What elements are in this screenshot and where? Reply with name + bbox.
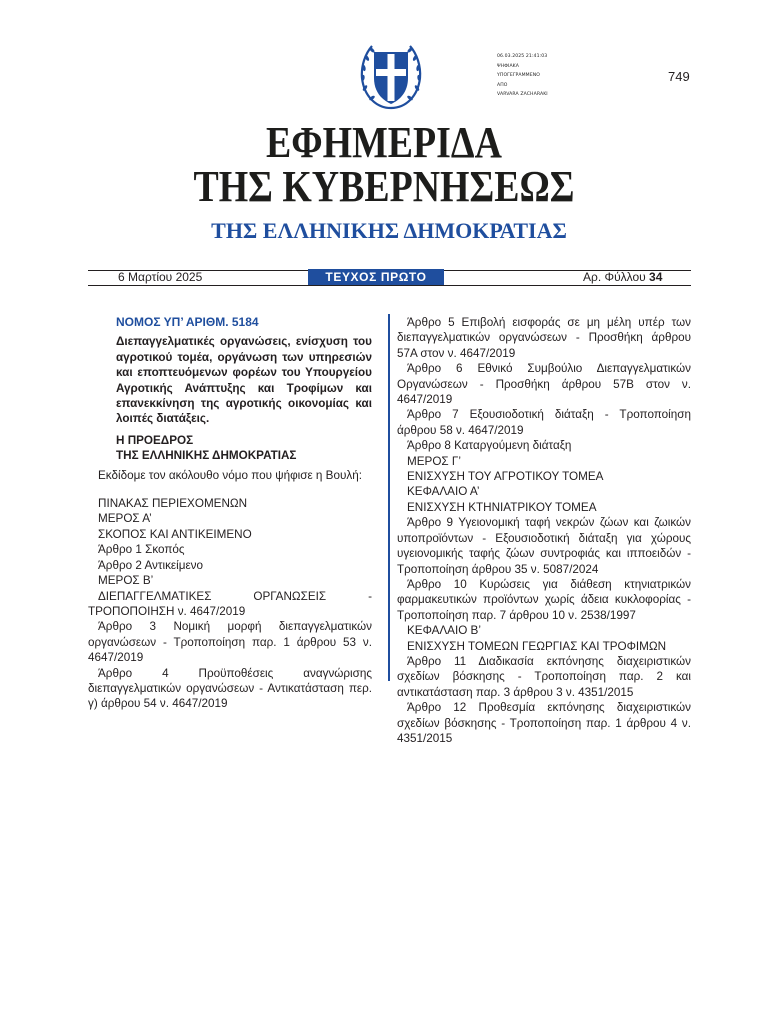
signature-timestamp: 06.03.2025 21:41:03 xyxy=(497,54,548,59)
toc-article-4: Άρθρο 4 Προϋποθέσεις αναγνώρισης διεπαγγελματικών οργανώσεων - Αντικατάσταση περ. γ) άρθρου 54 ν. 4647/2019 xyxy=(88,666,372,711)
toc-article-7: Άρθρο 7 Εξουσιοδοτική διάταξη - Τροποποίηση άρθρου 58 ν. 4647/2019 xyxy=(397,408,691,437)
toc-article-3: Άρθρο 3 Νομική μορφή διεπαγγελματικών οργανώσεων - Τροποποίηση παρ. 1 άρθρου 53 ν. 4647/2019 xyxy=(88,620,372,665)
issue-sheet-value: 34 xyxy=(649,270,663,284)
enactment-formula: Εκδίδομε τον ακόλουθο νόμο που ψήφισε η Βουλή: xyxy=(98,468,362,482)
issue-date: 6 Μαρτίου 2025 xyxy=(118,270,203,284)
signature-line: ΥΠΟΓΕΓΡΑΜΜΕΝΟ xyxy=(497,73,540,79)
right-column xyxy=(397,315,691,746)
left-column xyxy=(88,315,372,712)
toc-heading: ΠΙΝΑΚΑΣ ΠΕΡΙΕΧΟΜΕΝΩΝ xyxy=(98,497,248,511)
issue-series-badge: ΤΕΥΧΟΣ ΠΡΩΤΟ xyxy=(308,269,444,286)
toc-article-11: Άρθρο 11 Διαδικασία εκπόνησης διαχειριστικών σχεδίων βόσκησης - Τροποποίηση παρ. 2 και αντικατάσταση παρ. 3 άρθρου 3 ν. 4351/2015 xyxy=(397,654,691,699)
digital-signature-stamp xyxy=(497,52,548,100)
toc-part-heading: ΜΕΡΟΣ Α’ xyxy=(98,512,152,526)
greek-coat-of-arms-icon xyxy=(356,38,426,114)
signature-line: ΑΠΟ xyxy=(497,82,508,88)
toc-part-heading: ΜΕΡΟΣ Β’ xyxy=(98,574,154,588)
law-title: Διεπαγγελματικές οργανώσεις, ενίσχυση του αγροτικού τομέα, οργάνωση των υπηρεσιών και εποπτευόμενων φορέων του Υπουργείου Αγροτικής Ανάπτυξης και Τροφίμων και επανεκκίνηση της αγροτικής οικονομίας και λοιπές διατάξεις. xyxy=(116,335,372,426)
masthead-republic: ΤΗΣ ΕΛΛΗΝΙΚΗΣ ΔΗΜΟΚΡΑΤΙΑΣ xyxy=(211,218,567,243)
president-heading-line-2: ΤΗΣ ΕΛΛΗΝΙΚΗΣ ΔΗΜΟΚΡΑΤΙΑΣ xyxy=(116,449,297,463)
president-heading-line-1: Η ΠΡΟΕΔΡΟΣ xyxy=(116,433,194,447)
issue-sheet-label: Αρ. Φύλλου xyxy=(583,270,646,284)
toc-article-9: Άρθρο 9 Υγειονομική ταφή νεκρών ζώων και ζωικών υποπροϊόντων - Εξουσιοδοτική διάταξη για χώρους υγειονομικής ταφής ζώων συντροφιάς και ιπποειδών - Τροποποίηση άρθρου 35 ν. 5087/2024 xyxy=(397,516,691,576)
law-number: ΝΟΜΟΣ ΥΠ’ ΑΡΙΘΜ. 5184 xyxy=(116,315,259,329)
toc-part-title: ΕΝΙΣΧΥΣΗ ΤΟΥ ΑΓΡΟΤΙΚΟΥ ΤΟΜΕΑ xyxy=(407,470,604,484)
toc-article-12: Άρθρο 12 Προθεσμία εκπόνησης διαχειριστικών σχεδίων βόσκησης - Τροποποίηση παρ. 1 άρθρου 4 ν. 4351/2015 xyxy=(397,701,691,745)
toc-chapter-heading: ΚΕΦΑΛΑΙΟ Α’ xyxy=(407,485,480,499)
toc-article-8: Άρθρο 8 Καταργούμενη διάταξη xyxy=(407,439,572,453)
toc-article-5: Άρθρο 5 Επιβολή εισφοράς σε μη μέλη υπέρ των διεπαγγελματικών οργανώσεων - Προσθήκη άρθρου 57Α στον ν. 4647/2019 xyxy=(397,316,691,360)
toc-article-1: Άρθρο 1 Σκοπός xyxy=(98,543,185,557)
toc-article-2: Άρθρο 2 Αντικείμενο xyxy=(98,558,204,572)
page-number: 749 xyxy=(668,69,690,84)
column-divider xyxy=(388,314,390,681)
masthead-title-line-2: ΤΗΣ ΚΥΒΕΡΝΗΣΕΩΣ xyxy=(193,162,575,211)
toc-chapter-title: ΕΝΙΣΧΥΣΗ ΚΤΗΝΙΑΤΡΙΚΟΥ ΤΟΜΕΑ xyxy=(407,500,597,514)
toc-chapter-heading: ΚΕΦΑΛΑΙΟ Β’ xyxy=(407,624,481,638)
issue-sheet-number xyxy=(583,270,662,285)
toc-article-10: Άρθρο 10 Κυρώσεις για διάθεση κτηνιατρικών φαρμακευτικών προϊόντων χωρίς άδεια κυκλοφορίας - Τροποποίηση παρ. 7 άρθρου 10 ν. 2538/1997 xyxy=(397,577,691,622)
toc-part-title: ΣΚΟΠΟΣ ΚΑΙ ΑΝΤΙΚΕΙΜΕΝΟ xyxy=(98,527,252,541)
signature-signer: VARVARA ZACHARAKI xyxy=(497,92,548,98)
toc-part-heading: ΜΕΡΟΣ Γ’ xyxy=(407,454,461,468)
toc-chapter-title: ΕΝΙΣΧΥΣΗ ΤΟΜΕΩΝ ΓΕΩΡΓΙΑΣ ΚΑΙ ΤΡΟΦΙΜΩΝ xyxy=(407,639,667,653)
signature-line: ΨΗΦΙΑΚΑ xyxy=(497,63,520,69)
issue-bar-bottom-rule xyxy=(88,285,691,286)
masthead-title-line-1: ΕΦΗΜΕΡΙΔΑ xyxy=(266,118,502,167)
toc-part-title: ΔΙΕΠΑΓΓΕΛΜΑΤΙΚΕΣ ΟΡΓΑΝΩΣΕΙΣ - ΤΡΟΠΟΠΟΙΗΣΗ ν. 4647/2019 xyxy=(88,589,372,618)
toc-article-6: Άρθρο 6 Εθνικό Συμβούλιο Διεπαγγελματικών Οργανώσεων - Προσθήκη άρθρου 57Β στον ν. 4647/2019 xyxy=(397,362,691,407)
